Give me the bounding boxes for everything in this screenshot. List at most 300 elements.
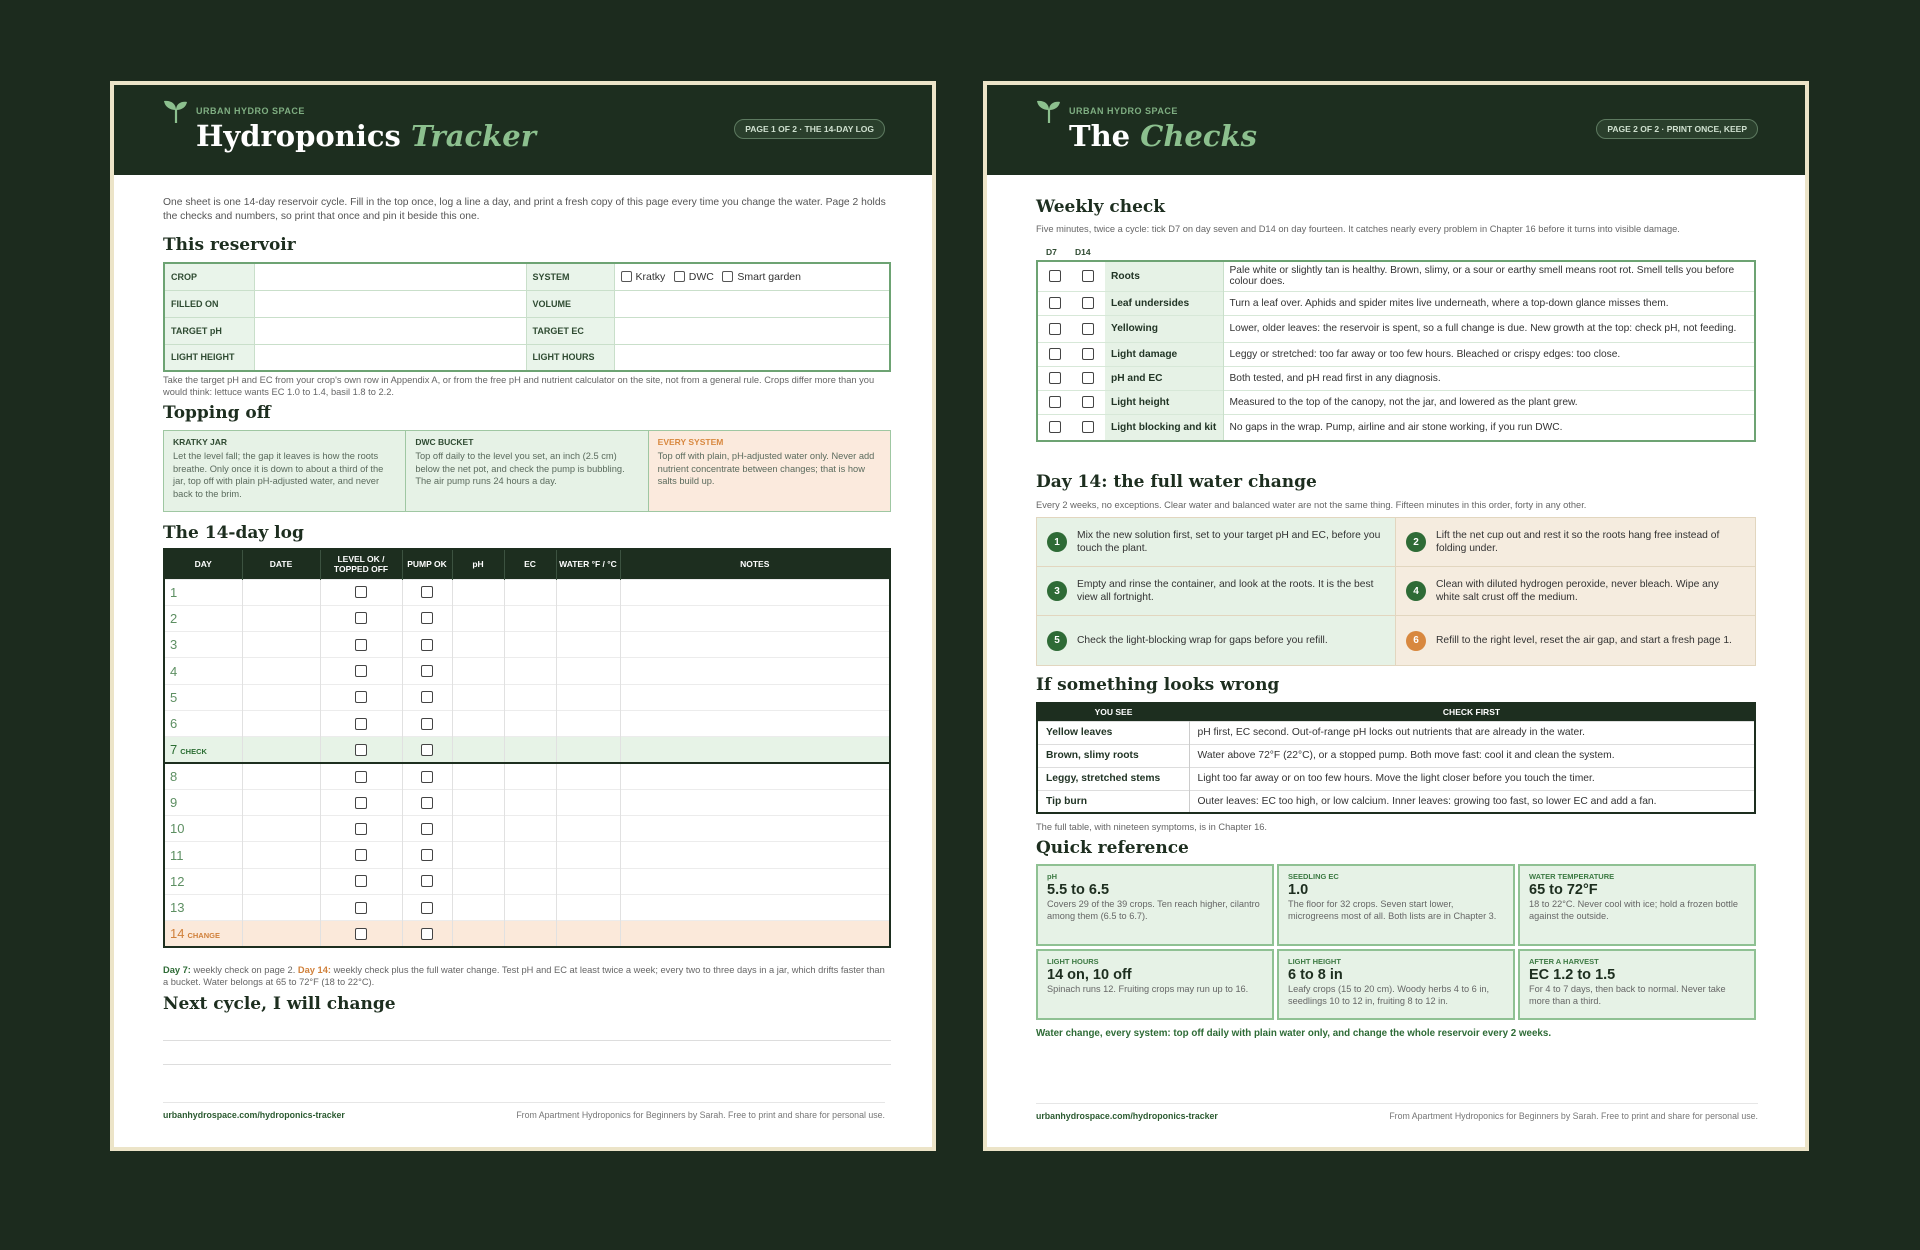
topping-heading: Topping off (163, 403, 271, 423)
footer-url[interactable]: urbanhydrospace.com/hydroponics-tracker (163, 1110, 345, 1120)
symptom-name: Brown, slimy roots (1037, 744, 1189, 767)
d14-cell[interactable] (1071, 261, 1105, 291)
pump-cell[interactable] (402, 684, 452, 710)
checkbox-icon[interactable] (355, 771, 367, 783)
weekly-row (1037, 342, 1755, 366)
date-cell[interactable] (242, 921, 320, 947)
quick-card (1277, 949, 1515, 1020)
water-cell[interactable] (556, 789, 620, 815)
checkbox-icon[interactable] (421, 612, 433, 624)
d7-cell[interactable] (1037, 390, 1071, 414)
day-number: 3 (164, 632, 242, 658)
date-cell[interactable] (242, 842, 320, 868)
log-row (164, 710, 890, 736)
log-table (163, 548, 891, 948)
crop-field[interactable] (254, 263, 526, 290)
day-number: 5 (164, 684, 242, 710)
quick-value: 65 to 72°F (1529, 882, 1598, 898)
day14-sub: Every 2 weeks, no exceptions. Clear water and balanced water are not the same thing. Fifteen minutes in this order, forty in any other. (1036, 500, 1587, 510)
target-ph-field[interactable] (254, 317, 526, 344)
water-cell[interactable] (556, 579, 620, 605)
page-header (114, 85, 932, 175)
topping-kratky: KRATKY JAR Let the level fall; the gap it leaves is how the roots breathe. Only once it is down to about a third of the jar, top off with plain pH-adjusted water, and never back to the brim. (164, 431, 406, 511)
step-number-badge: 5 (1047, 631, 1067, 651)
footer-url[interactable]: urbanhydrospace.com/hydroponics-tracker (1036, 1111, 1218, 1121)
level-cell[interactable] (320, 605, 402, 631)
check-item-text: Measured to the top of the canopy, not the jar, and lowered as the plant grew. (1223, 390, 1755, 414)
ph-cell[interactable] (452, 579, 504, 605)
quick-value: 6 to 8 in (1288, 967, 1343, 983)
pump-cell[interactable] (402, 842, 452, 868)
checkbox-icon[interactable] (355, 586, 367, 598)
date-cell[interactable] (242, 737, 320, 763)
d7-cell[interactable] (1037, 291, 1071, 315)
level-cell[interactable] (320, 737, 402, 763)
option-dwc[interactable]: DWC (674, 271, 714, 283)
page-pill: PAGE 2 OF 2 · PRINT ONCE, KEEP (1596, 119, 1758, 139)
log-row (164, 895, 890, 921)
page-title (1069, 119, 1257, 153)
log-row (164, 842, 890, 868)
date-cell[interactable] (242, 710, 320, 736)
target-ec-field[interactable] (614, 317, 890, 344)
water-cell[interactable] (556, 632, 620, 658)
ec-cell[interactable] (504, 710, 556, 736)
quick-key: AFTER A HARVEST (1529, 957, 1599, 966)
notes-cell[interactable] (620, 868, 890, 894)
water-cell[interactable] (556, 763, 620, 789)
log-row (164, 868, 890, 894)
water-cell[interactable] (556, 895, 620, 921)
notes-cell[interactable] (620, 737, 890, 763)
check-item-name: Yellowing (1105, 315, 1223, 342)
symptom-row (1037, 767, 1755, 790)
date-cell[interactable] (242, 684, 320, 710)
day-number: 6 (164, 710, 242, 736)
quick-text: The floor for 32 crops. Seven start lower, microgreens most of all. Both lists are in Chapter 3. (1288, 899, 1497, 921)
next-cycle-heading: Next cycle, I will change (163, 994, 396, 1014)
ec-cell[interactable] (504, 737, 556, 763)
quick-card (1036, 864, 1274, 946)
pump-cell[interactable] (402, 763, 452, 789)
quick-value: 5.5 to 6.5 (1047, 882, 1110, 898)
weekly-row (1037, 366, 1755, 390)
pump-cell[interactable] (402, 737, 452, 763)
check-item-text: Pale white or slightly tan is healthy. Brown, slimy, or a sour or earthy smell means root rot. Smell tells you before colour does. (1223, 261, 1755, 291)
pump-cell[interactable] (402, 789, 452, 815)
quick-key: SEEDLING EC (1288, 872, 1339, 881)
reservoir-table (163, 262, 891, 372)
check-item-text: No gaps in the wrap. Pump, airline and air stone working, if you run DWC. (1223, 414, 1755, 441)
pump-cell[interactable] (402, 605, 452, 631)
water-cell[interactable] (556, 737, 620, 763)
checkbox-icon[interactable] (1082, 297, 1094, 309)
quick-key: LIGHT HEIGHT (1288, 957, 1341, 966)
checkbox-icon[interactable] (1082, 323, 1094, 335)
quick-key: LIGHT HOURS (1047, 957, 1099, 966)
filled-on-field[interactable] (254, 290, 526, 317)
day-number: 9 (164, 789, 242, 815)
ec-cell[interactable] (504, 605, 556, 631)
d14-cell[interactable] (1071, 342, 1105, 366)
symptom-check: pH first, EC second. Out-of-range pH locks out nutrients that are already in the water. (1189, 721, 1755, 744)
checkbox-icon[interactable] (355, 928, 367, 940)
d7-cell[interactable] (1037, 414, 1071, 441)
checkbox-icon[interactable] (1082, 270, 1094, 282)
title-main: The (1069, 119, 1131, 153)
light-height-field[interactable] (254, 344, 526, 371)
level-cell[interactable] (320, 921, 402, 947)
volume-field[interactable] (614, 290, 890, 317)
light-height-label: LIGHT HEIGHT (164, 344, 254, 371)
ph-cell[interactable] (452, 895, 504, 921)
notes-cell[interactable] (620, 895, 890, 921)
ph-cell[interactable] (452, 816, 504, 842)
log-row (164, 579, 890, 605)
level-cell[interactable] (320, 789, 402, 815)
crop-label: CROP (164, 263, 254, 290)
col-pump: PUMP OK (402, 549, 452, 579)
title-accent: Tracker (410, 119, 536, 153)
symptom-name: Leggy, stretched stems (1037, 767, 1189, 790)
step-number-badge: 1 (1047, 532, 1067, 552)
d14-cell[interactable] (1071, 366, 1105, 390)
log-row (164, 921, 890, 947)
col-check-first: CHECK FIRST (1189, 703, 1755, 721)
quick-value: EC 1.2 to 1.5 (1529, 967, 1616, 983)
d7-cell[interactable] (1037, 366, 1071, 390)
ph-cell[interactable] (452, 737, 504, 763)
checkbox-icon[interactable] (1049, 396, 1061, 408)
title-main: Hydroponics (196, 119, 401, 153)
light-hours-label: LIGHT HOURS (526, 344, 614, 371)
notes-cell[interactable] (620, 816, 890, 842)
ph-cell[interactable] (452, 684, 504, 710)
weekly-row (1037, 261, 1755, 291)
change-tag: CHANGE (187, 931, 220, 941)
ec-cell[interactable] (504, 921, 556, 947)
pump-cell[interactable] (402, 816, 452, 842)
checkbox-icon[interactable] (1082, 372, 1094, 384)
d7-cell[interactable] (1037, 342, 1071, 366)
symptom-check: Outer leaves: EC too high, or low calcium. Inner leaves: growing too fast, so lower EC and add a fan. (1189, 790, 1755, 813)
log-row (164, 816, 890, 842)
date-cell[interactable] (242, 658, 320, 684)
brand-name: URBAN HYDRO SPACE (196, 106, 305, 116)
checkbox-icon[interactable] (355, 823, 367, 835)
ph-cell[interactable] (452, 605, 504, 631)
pump-cell[interactable] (402, 710, 452, 736)
notes-cell[interactable] (620, 605, 890, 631)
checkbox-icon[interactable] (421, 849, 433, 861)
d7-cell[interactable] (1037, 315, 1071, 342)
symptom-check: Light too far away or on too few hours. Move the light closer before you touch the timer. (1189, 767, 1755, 790)
step-item (1037, 518, 1396, 567)
ph-cell[interactable] (452, 789, 504, 815)
checkbox-icon[interactable] (1082, 348, 1094, 360)
d7-cell[interactable] (1037, 261, 1071, 291)
quick-card (1518, 864, 1756, 946)
checkbox-icon[interactable] (355, 612, 367, 624)
ph-cell[interactable] (452, 710, 504, 736)
symptom-row (1037, 790, 1755, 813)
ec-cell[interactable] (504, 895, 556, 921)
step-text: Check the light-blocking wrap for gaps before you refill. (1077, 635, 1328, 646)
step-item (1396, 518, 1755, 567)
checkbox-icon[interactable] (421, 744, 433, 756)
checkbox-icon[interactable] (1082, 396, 1094, 408)
option-smart-garden[interactable]: Smart garden (722, 271, 801, 283)
symptom-note: The full table, with nineteen symptoms, is in Chapter 16. (1036, 822, 1267, 832)
symptom-name: Tip burn (1037, 790, 1189, 813)
quick-key: pH (1047, 872, 1057, 881)
d14-label: D14 (1075, 247, 1091, 257)
target-ph-label: TARGET pH (164, 317, 254, 344)
notes-cell[interactable] (620, 763, 890, 789)
checkbox-icon[interactable] (1049, 270, 1061, 282)
check-item-name: pH and EC (1105, 366, 1223, 390)
checkbox-icon[interactable] (1049, 323, 1061, 335)
pump-cell[interactable] (402, 868, 452, 894)
col-day: DAY (164, 549, 242, 579)
footer-credit: From Apartment Hydroponics for Beginners by Sarah. Free to print and share for personal use. (516, 1110, 885, 1120)
check-item-text: Leggy or stretched: too far away or too few hours. Bleached or crispy edges: too close. (1223, 342, 1755, 366)
notes-cell[interactable] (620, 789, 890, 815)
ec-cell[interactable] (504, 632, 556, 658)
checkbox-icon[interactable] (355, 797, 367, 809)
checkbox-icon[interactable] (421, 902, 433, 914)
level-cell[interactable] (320, 763, 402, 789)
checkbox-icon[interactable] (355, 665, 367, 677)
ph-cell[interactable] (452, 921, 504, 947)
quick-card (1036, 949, 1274, 1020)
ph-cell[interactable] (452, 632, 504, 658)
checkbox-icon[interactable] (421, 771, 433, 783)
water-cell[interactable] (556, 842, 620, 868)
checkbox-icon[interactable] (355, 875, 367, 887)
level-cell[interactable] (320, 684, 402, 710)
checkbox-icon[interactable] (1049, 348, 1061, 360)
ec-cell[interactable] (504, 868, 556, 894)
light-hours-field[interactable] (614, 344, 890, 371)
brand-name: URBAN HYDRO SPACE (1069, 106, 1178, 116)
pump-cell[interactable] (402, 579, 452, 605)
quick-card (1518, 949, 1756, 1020)
level-cell[interactable] (320, 710, 402, 736)
checkbox-icon[interactable] (674, 271, 685, 282)
water-cell[interactable] (556, 868, 620, 894)
check-item-name: Leaf undersides (1105, 291, 1223, 315)
write-line[interactable] (163, 1040, 891, 1041)
weekly-heading: Weekly check (1036, 197, 1166, 217)
notes-cell[interactable] (620, 632, 890, 658)
checkbox-icon[interactable] (421, 718, 433, 730)
water-cell[interactable] (556, 684, 620, 710)
d14-cell[interactable] (1071, 315, 1105, 342)
target-ec-label: TARGET EC (526, 317, 614, 344)
checkbox-icon[interactable] (355, 639, 367, 651)
step-text: Lift the net cup out and rest it so the roots hang free instead of folding under. (1436, 530, 1720, 554)
water-cell[interactable] (556, 816, 620, 842)
checkbox-icon[interactable] (1049, 421, 1061, 433)
level-cell[interactable] (320, 579, 402, 605)
notes-cell[interactable] (620, 684, 890, 710)
reservoir-heading: This reservoir (163, 235, 296, 255)
d14-cell[interactable] (1071, 414, 1105, 441)
date-cell[interactable] (242, 868, 320, 894)
d7-label: D7 (1046, 247, 1057, 257)
d14-cell[interactable] (1071, 291, 1105, 315)
option-kratky[interactable]: Kratky (621, 271, 666, 283)
col-date: DATE (242, 549, 320, 579)
sprout-icon (162, 97, 190, 125)
log-row (164, 763, 890, 789)
checkbox-icon[interactable] (621, 271, 632, 282)
check-item-name: Light damage (1105, 342, 1223, 366)
water-cell[interactable] (556, 710, 620, 736)
checkbox-icon[interactable] (421, 639, 433, 651)
ec-cell[interactable] (504, 658, 556, 684)
ec-cell[interactable] (504, 579, 556, 605)
checkbox-icon[interactable] (421, 665, 433, 677)
write-line[interactable] (163, 1064, 891, 1065)
checkbox-icon[interactable] (355, 902, 367, 914)
log-row (164, 737, 890, 763)
ec-cell[interactable] (504, 789, 556, 815)
weekly-table (1036, 260, 1756, 442)
check-item-name: Light height (1105, 390, 1223, 414)
level-cell[interactable] (320, 842, 402, 868)
quick-reference-grid (1036, 864, 1756, 1020)
checkbox-icon[interactable] (421, 691, 433, 703)
checkbox-icon[interactable] (421, 928, 433, 940)
log-note: Day 7: weekly check on page 2. Day 14: weekly check plus the full water change. Test pH and EC at least twice a week; every two to three days in a jar, which drifts faster than a bucket. Water belongs at 65 to 72°F (18 to 22°C). (163, 965, 885, 987)
step-item (1396, 567, 1755, 616)
ec-cell[interactable] (504, 842, 556, 868)
pump-cell[interactable] (402, 921, 452, 947)
level-cell[interactable] (320, 658, 402, 684)
checkbox-icon[interactable] (421, 823, 433, 835)
checkbox-icon[interactable] (355, 849, 367, 861)
weekly-row (1037, 414, 1755, 441)
level-cell[interactable] (320, 895, 402, 921)
water-cell[interactable] (556, 921, 620, 947)
weekly-row (1037, 315, 1755, 342)
pump-cell[interactable] (402, 895, 452, 921)
notes-cell[interactable] (620, 658, 890, 684)
day-number: 4 (164, 658, 242, 684)
checkbox-icon[interactable] (355, 744, 367, 756)
step-text: Clean with diluted hydrogen peroxide, never bleach. Wipe any white salt crust off the medium. (1436, 579, 1719, 603)
page-header (987, 85, 1805, 175)
ec-cell[interactable] (504, 763, 556, 789)
date-cell[interactable] (242, 605, 320, 631)
checkbox-icon[interactable] (421, 586, 433, 598)
ec-cell[interactable] (504, 816, 556, 842)
log-row (164, 605, 890, 631)
quick-text: Covers 29 of the 39 crops. Ten reach higher, cilantro among them (6.5 to 6.7). (1047, 899, 1260, 921)
notes-cell[interactable] (620, 921, 890, 947)
day-number: 14 CHANGE (164, 921, 242, 947)
check-item-text: Lower, older leaves: the reservoir is spent, so a full change is due. New growth at the top: check pH, not feeding. (1223, 315, 1755, 342)
notes-cell[interactable] (620, 710, 890, 736)
col-water: WATER °F / °C (556, 549, 620, 579)
d14-cell[interactable] (1071, 390, 1105, 414)
step-text: Mix the new solution first, set to your target pH and EC, before you touch the plant. (1077, 530, 1381, 554)
date-cell[interactable] (242, 632, 320, 658)
checkbox-icon[interactable] (1082, 421, 1094, 433)
title-accent: Checks (1140, 119, 1257, 153)
checkbox-icon[interactable] (722, 271, 733, 282)
date-cell[interactable] (242, 816, 320, 842)
log-heading: The 14-day log (163, 523, 304, 543)
checkbox-icon[interactable] (421, 875, 433, 887)
day-number: 11 (164, 842, 242, 868)
step-item (1396, 616, 1755, 665)
col-you-see: YOU SEE (1037, 703, 1189, 721)
filled-on-label: FILLED ON (164, 290, 254, 317)
date-cell[interactable] (242, 579, 320, 605)
level-cell[interactable] (320, 816, 402, 842)
page-footer (163, 1102, 885, 1120)
date-cell[interactable] (242, 789, 320, 815)
notes-cell[interactable] (620, 842, 890, 868)
step-text: Refill to the right level, reset the air gap, and start a fresh page 1. (1436, 635, 1732, 646)
ph-cell[interactable] (452, 658, 504, 684)
water-cell[interactable] (556, 605, 620, 631)
notes-cell[interactable] (620, 579, 890, 605)
ec-cell[interactable] (504, 684, 556, 710)
ph-cell[interactable] (452, 763, 504, 789)
col-notes: NOTES (620, 549, 890, 579)
symptom-row (1037, 721, 1755, 744)
date-cell[interactable] (242, 895, 320, 921)
log-row (164, 632, 890, 658)
volume-label: VOLUME (526, 290, 614, 317)
page-pill: PAGE 1 OF 2 · THE 14-DAY LOG (734, 119, 885, 139)
checkbox-icon[interactable] (355, 718, 367, 730)
pump-cell[interactable] (402, 632, 452, 658)
check-item-name: Light blocking and kit (1105, 414, 1223, 441)
check-item-name: Roots (1105, 261, 1223, 291)
weekly-row (1037, 291, 1755, 315)
pump-cell[interactable] (402, 658, 452, 684)
ph-cell[interactable] (452, 868, 504, 894)
checkbox-icon[interactable] (1049, 297, 1061, 309)
day-number: 7 CHECK (164, 737, 242, 763)
checkbox-icon[interactable] (355, 691, 367, 703)
checks-page (983, 81, 1809, 1151)
level-cell[interactable] (320, 632, 402, 658)
check-item-text: Both tested, and pH read first in any diagnosis. (1223, 366, 1755, 390)
col-ph: pH (452, 549, 504, 579)
level-cell[interactable] (320, 868, 402, 894)
day-number: 10 (164, 816, 242, 842)
checkbox-icon[interactable] (421, 797, 433, 809)
quick-card (1277, 864, 1515, 946)
weekly-sub: Five minutes, twice a cycle: tick D7 on day seven and D14 on day fourteen. It catches nearly every problem in Chapter 16 before it turns into visible damage. (1036, 224, 1680, 234)
checkbox-icon[interactable] (1049, 372, 1061, 384)
day-number: 2 (164, 605, 242, 631)
water-cell[interactable] (556, 658, 620, 684)
date-cell[interactable] (242, 763, 320, 789)
col-level: LEVEL OK / TOPPED OFF (320, 549, 402, 579)
day14-heading: Day 14: the full water change (1036, 472, 1317, 492)
wrong-heading: If something looks wrong (1036, 675, 1280, 695)
step-number-badge: 3 (1047, 581, 1067, 601)
ph-cell[interactable] (452, 842, 504, 868)
check-item-text: Turn a leaf over. Aphids and spider mites live underneath, where a top-down glance misses them. (1223, 291, 1755, 315)
